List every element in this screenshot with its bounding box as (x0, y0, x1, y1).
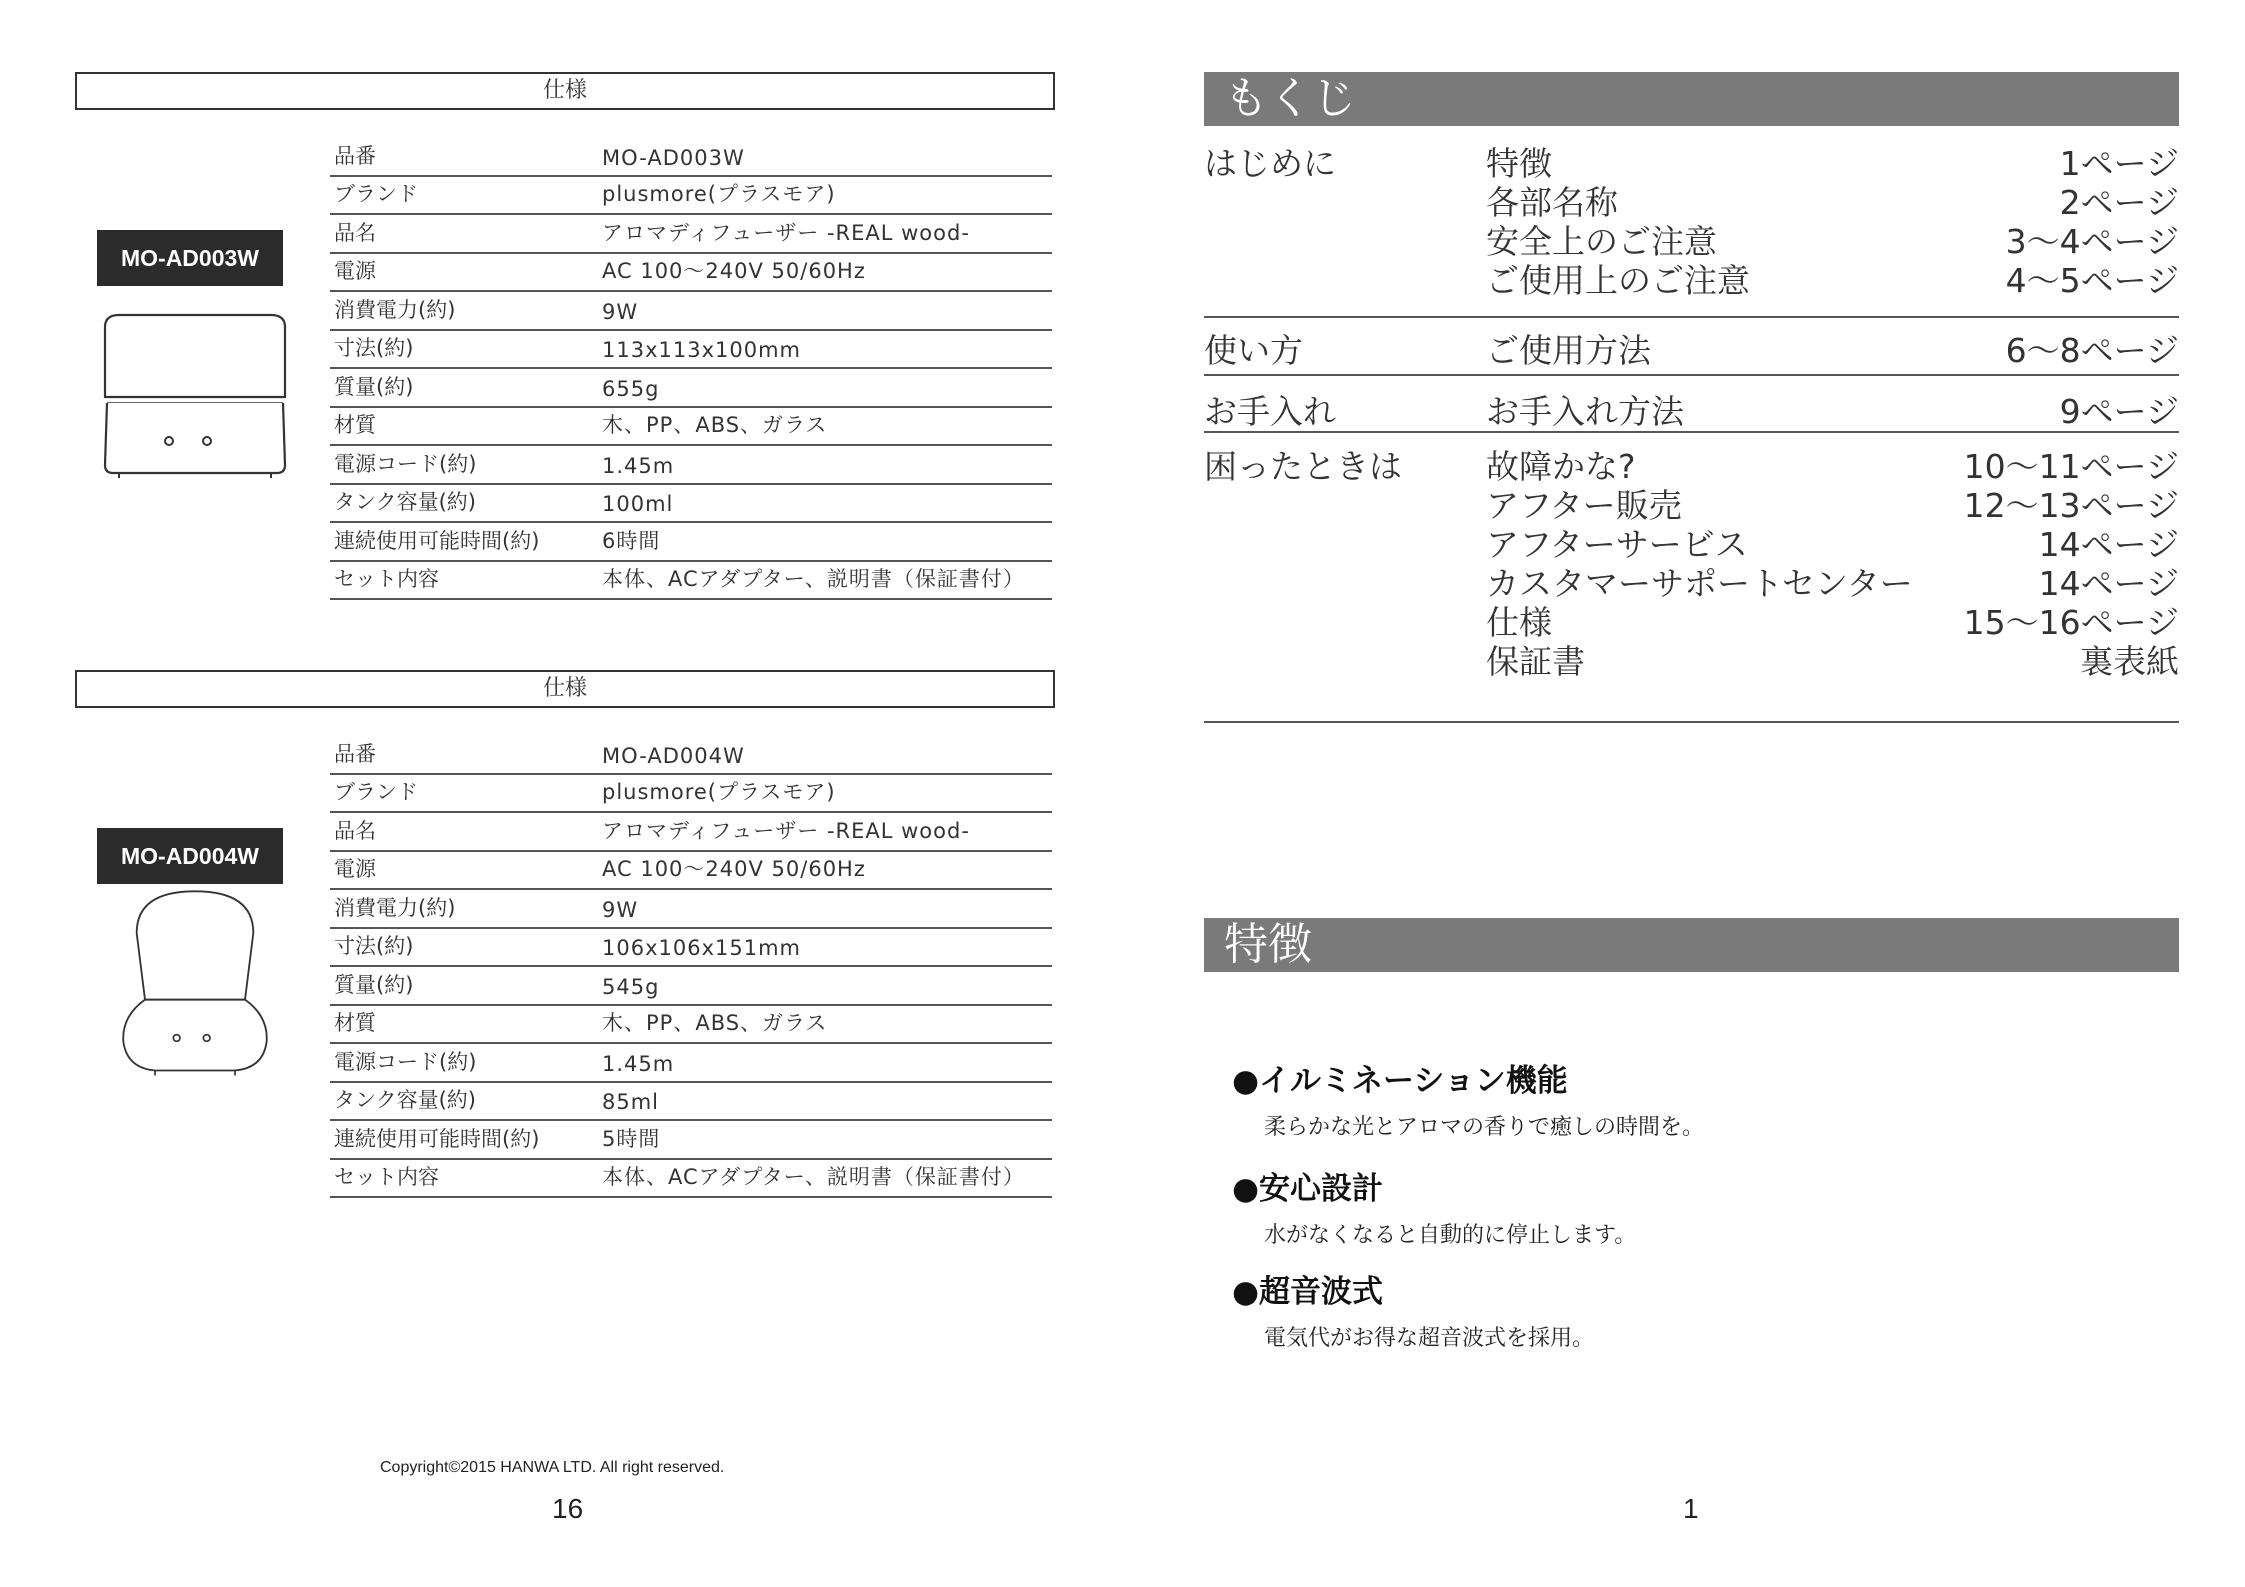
spec-row (330, 1160, 1052, 1199)
spec-row (330, 446, 1052, 485)
spec-label: 材質 (334, 413, 376, 437)
toc-group (1204, 433, 2179, 723)
spec-row (330, 736, 1052, 775)
spec-label: 消費電力(約) (334, 895, 456, 920)
spec-header: 仕様 (75, 670, 1055, 708)
spec-row (330, 254, 1052, 293)
toc-entry[interactable] (1204, 519, 2179, 564)
spec-value: 545g (602, 974, 660, 999)
spec-row (330, 775, 1052, 814)
spec-label: ブランド (334, 780, 418, 804)
spec-label: セット内容 (334, 1165, 439, 1189)
spec-value: 100ml (602, 492, 674, 516)
toc-group (1204, 318, 2179, 376)
spec-label: 品番 (334, 741, 376, 766)
toc-entry-title: 特徴 (1486, 144, 1552, 183)
toc-entry-title: ご使用方法 (1486, 331, 1651, 370)
spec-value: 6時間 (602, 528, 661, 553)
spec-value: 木、PP、ABS、ガラス (602, 413, 828, 437)
copyright-notice: Copyright©2015 HANWA LTD. All right reserved. (380, 1459, 725, 1476)
toc-entry-page: 14ページ (2038, 525, 2179, 564)
toc-entry-page: 15～16ページ (1963, 603, 2179, 642)
dome-diffuser-icon (95, 883, 295, 1083)
spec-row (330, 1083, 1052, 1122)
spec-row (330, 562, 1052, 601)
spec-value: AC 100～240V 50/60Hz (602, 857, 866, 881)
spec-value: 1.45m (602, 1051, 675, 1076)
spec-value: 655g (602, 376, 660, 401)
spec-label: 電源 (334, 259, 376, 283)
spec-value: MO-AD004W (602, 743, 745, 768)
spec-label: 品番 (334, 143, 376, 168)
spec-label: セット内容 (334, 567, 439, 591)
spec-row (330, 1044, 1052, 1083)
feature-item (1232, 1055, 1704, 1141)
spec-value: 木、PP、ABS、ガラス (602, 1011, 828, 1035)
spec-value: 1.45m (602, 453, 675, 478)
spec-label: 電源 (334, 857, 376, 881)
toc-entry-page: 9ページ (2059, 392, 2179, 431)
spec-value: plusmore(プラスモア) (602, 780, 836, 804)
toc-entry[interactable] (1204, 138, 2179, 183)
feature-title: ●イルミネーション機能 (1232, 1063, 1568, 1099)
toc-section-label: 使い方 (1204, 331, 1303, 370)
spec-row (330, 215, 1052, 254)
page-number-right: 1 (1683, 1493, 1699, 1524)
spec-label: 質量(約) (334, 374, 414, 399)
toc-entry-title: カスタマーサポートセンター (1486, 564, 1913, 603)
spec-row (330, 138, 1052, 177)
toc-entry[interactable] (1204, 325, 2179, 370)
spec-row (330, 523, 1052, 562)
spec-label: 連続使用可能時間(約) (334, 528, 540, 553)
toc-entry-title: ご使用上のご注意 (1486, 261, 1750, 300)
toc-entry-title: 保証書 (1486, 642, 1585, 681)
spec-row (330, 485, 1052, 524)
spec-value: 5時間 (602, 1126, 661, 1151)
toc-entry-page: 裏表紙 (2080, 642, 2179, 681)
spec-label: 連続使用可能時間(約) (334, 1126, 540, 1151)
spec-value: AC 100～240V 50/60Hz (602, 259, 866, 283)
page-number-left: 16 (552, 1493, 584, 1524)
spec-row (330, 890, 1052, 929)
spec-value: plusmore(プラスモア) (602, 182, 836, 206)
spec-header: 仕様 (75, 72, 1055, 110)
feature-description: 水がなくなると自動的に停止します。 (1264, 1223, 1637, 1248)
spec-value: 9W (602, 897, 639, 922)
spec-value: アロマディフューザー -REAL wood- (602, 818, 970, 843)
spec-block-ad004w (75, 670, 1055, 1248)
spec-label: タンク容量(約) (334, 1088, 476, 1112)
cylindrical-diffuser-icon (95, 305, 295, 505)
spec-label: 電源コード(約) (334, 451, 477, 476)
spec-label: 寸法(約) (334, 934, 414, 958)
spec-label: 品名 (334, 220, 376, 245)
toc-entry-page: 14ページ (2038, 564, 2179, 603)
toc-entry[interactable] (1204, 441, 2179, 486)
toc-entry-title: 故障かな? (1486, 447, 1636, 486)
toc-entry[interactable] (1204, 597, 2179, 642)
feature-title: ●超音波式 (1232, 1274, 1384, 1310)
feature-title: ●安心設計 (1232, 1171, 1384, 1207)
toc-entry-page: 10～11ページ (1963, 447, 2179, 486)
spec-row (330, 852, 1052, 891)
toc-section-label: 困ったときは (1204, 447, 1402, 486)
spec-row (330, 929, 1052, 968)
right-page (1122, 0, 2245, 1587)
toc-entry-title: アフターサービス (1486, 525, 1748, 564)
toc-entry-title: アフター販売 (1486, 486, 1682, 525)
spec-value: 本体、ACアダプター、説明書（保証書付） (602, 1165, 1025, 1189)
toc-section-label: はじめに (1204, 144, 1336, 183)
toc-title-bar: もくじ (1204, 72, 2179, 126)
spec-label: 電源コード(約) (334, 1049, 477, 1074)
spec-label: ブランド (334, 182, 418, 206)
toc-entry[interactable] (1204, 480, 2179, 525)
feature-description: 柔らかな光とアロマの香りで癒しの時間を。 (1264, 1115, 1705, 1140)
spec-value: アロマディフューザー -REAL wood- (602, 220, 970, 245)
spec-row (330, 369, 1052, 408)
left-page (0, 0, 1122, 1587)
spec-value: 113x113x100mm (602, 338, 802, 362)
spec-body (75, 110, 1055, 650)
toc-entry[interactable] (1204, 386, 2179, 431)
toc-entry-page: 6～8ページ (2005, 331, 2179, 370)
toc-entry[interactable] (1204, 255, 2179, 300)
spec-label: タンク容量(約) (334, 490, 476, 514)
spec-value: MO-AD003W (602, 145, 745, 170)
spec-row (330, 967, 1052, 1006)
feature-item (1232, 1163, 1636, 1249)
spec-row (330, 177, 1052, 216)
toc-entry-page: 2ページ (2059, 183, 2179, 222)
spec-block-ad003w (75, 72, 1055, 650)
toc-entry[interactable] (1204, 216, 2179, 261)
toc-entry[interactable] (1204, 558, 2179, 603)
spec-row (330, 292, 1052, 331)
spec-value: 106x106x151mm (602, 936, 802, 960)
features-title-bar: 特徴 (1204, 918, 2179, 972)
toc-entry-page: 12～13ページ (1963, 486, 2179, 525)
spec-row (330, 813, 1052, 852)
spec-label: 品名 (334, 818, 376, 843)
spec-value: 本体、ACアダプター、説明書（保証書付） (602, 567, 1025, 591)
toc-group (1204, 376, 2179, 433)
spec-label: 寸法(約) (334, 336, 414, 360)
spec-label: 質量(約) (334, 972, 414, 997)
toc-entry-title: 仕様 (1486, 603, 1552, 642)
spec-table (330, 138, 1052, 600)
spec-row (330, 1006, 1052, 1045)
toc-entry-page: 1ページ (2059, 144, 2179, 183)
toc-entry-title: 安全上のご注意 (1486, 222, 1717, 261)
toc-entry-title: お手入れ方法 (1486, 392, 1684, 431)
table-of-contents (1204, 138, 2179, 723)
toc-entry[interactable] (1204, 177, 2179, 222)
spec-row (330, 408, 1052, 447)
toc-entry[interactable] (1204, 636, 2179, 681)
spec-body (75, 708, 1055, 1248)
model-badge: MO-AD004W (97, 828, 283, 884)
toc-group (1204, 138, 2179, 318)
spec-row (330, 331, 1052, 370)
feature-description: 電気代がお得な超音波式を採用。 (1264, 1326, 1595, 1351)
toc-section-label: お手入れ (1204, 392, 1336, 431)
spec-value: 85ml (602, 1090, 660, 1114)
feature-item (1232, 1266, 1594, 1352)
spec-value: 9W (602, 299, 639, 324)
toc-entry-page: 3～4ページ (2005, 222, 2179, 261)
spec-label: 材質 (334, 1011, 376, 1035)
model-badge: MO-AD003W (97, 230, 283, 286)
toc-entry-page: 4～5ページ (2005, 261, 2179, 300)
spec-table (330, 736, 1052, 1198)
spec-row (330, 1121, 1052, 1160)
toc-entry-title: 各部名称 (1486, 183, 1618, 222)
spec-label: 消費電力(約) (334, 297, 456, 322)
